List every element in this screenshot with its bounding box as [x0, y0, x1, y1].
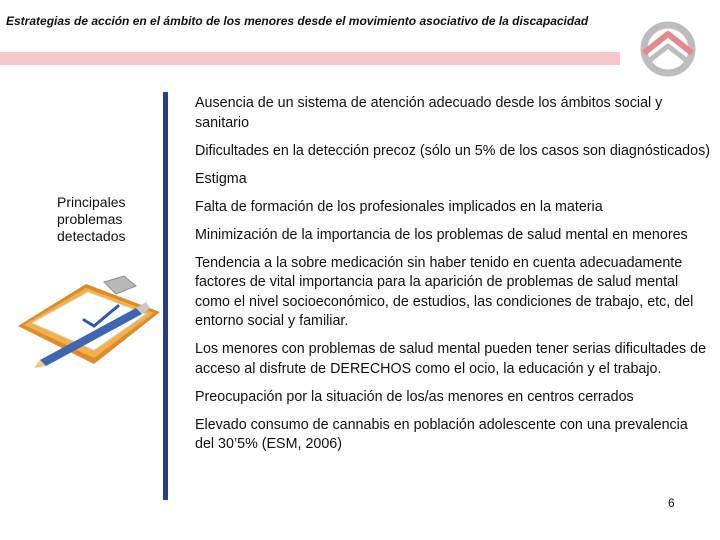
clipboard-pencil-icon	[14, 268, 164, 368]
organization-logo-icon	[640, 20, 696, 78]
list-item: Elevado consumo de cannabis en población adolescente con una prevalencia del 30’5% (ESM, 2006)	[195, 416, 688, 453]
list-item: Minimización de la importancia de los problemas de salud mental en menores	[195, 226, 688, 243]
list-item: Falta de formación de los profesionales implicados en la materia	[195, 198, 603, 215]
list-item: Preocupación por la situación de los/as menores en centros cerrados	[195, 388, 634, 405]
list-item: Estigma	[195, 170, 247, 187]
list-item: Ausencia de un sistema de atención adecuado desde los ámbitos social y sanitario	[195, 95, 663, 131]
list-item: Dificultades en la detección precoz (sólo un 5% de los casos son diagnósticados)	[195, 142, 710, 159]
page-number: 6	[668, 496, 675, 510]
list-item: Los menores con problemas de salud mental pueden tener serias dificultades de acceso al disfrute de DERECHOS como el ocio, la educación y el trabajo.	[195, 341, 707, 377]
problems-list	[195, 94, 710, 463]
section-label: Principales problemas detectados	[57, 194, 126, 244]
list-item: Tendencia a la sobre medicación sin haber tenido en cuenta adecuadamente factores de vital importancia para la aparición de problemas de salud mental como el nivel socioeconómico, de estudios, las condiciones de trabajo, etc, del entorno social y familiar.	[195, 254, 694, 330]
header-accent-band	[0, 52, 620, 65]
slide-title: Estrategias de acción en el ámbito de los menores desde el movimiento asociativo de la discapacidad	[6, 14, 589, 28]
